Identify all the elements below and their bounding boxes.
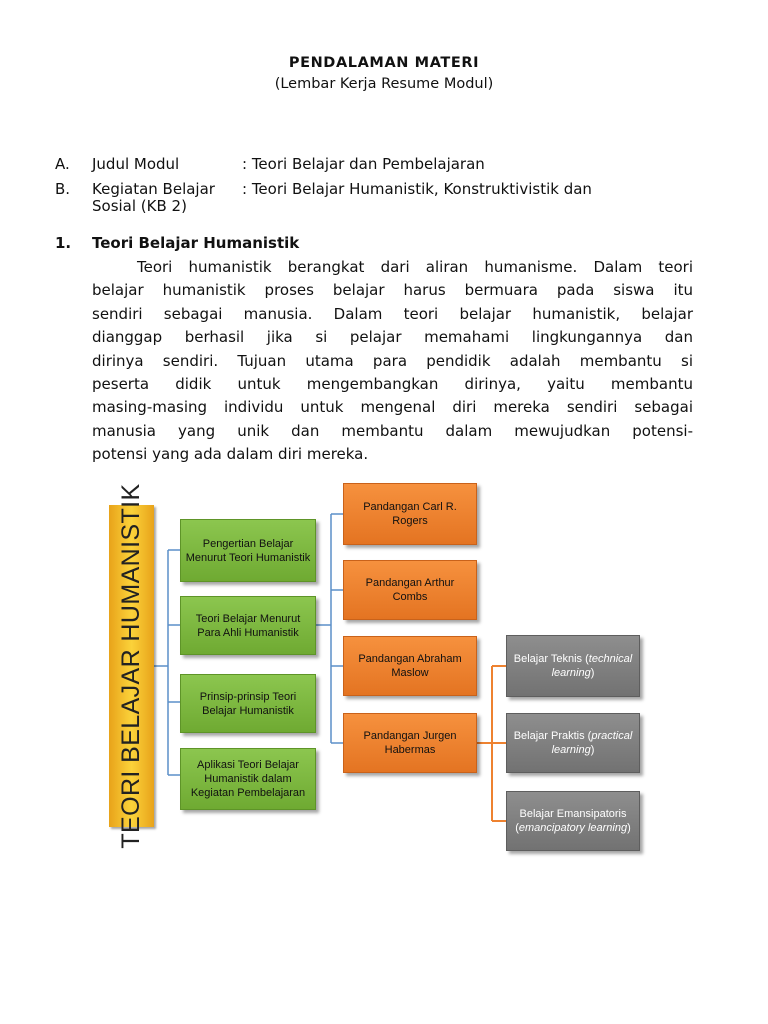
meta-value: : Teori Belajar Humanistik, Konstruktivistik dan (242, 180, 592, 198)
connector-orange-gray (477, 666, 506, 821)
orange-box: Pandangan Arthur Combs (343, 560, 477, 620)
diagram-root-box (109, 483, 154, 849)
green-box: Pengertian Belajar Menurut Teori Humanistik (180, 519, 316, 582)
gray-box (506, 635, 640, 697)
meta-value: : Teori Belajar dan Pembelajaran (242, 155, 485, 173)
paragraph-line: manusia yang unik dan membantu dalam mewujudkan potensi- (92, 421, 693, 440)
meta-value-wrap: Sosial (KB 2) (92, 197, 187, 215)
green-box: Teori Belajar Menurut Para Ahli Humanistik (180, 596, 316, 655)
paragraph-line: dirinya sendiri. Tujuan utama para pendidik adalah membantu si (92, 351, 693, 370)
orange-box: Pandangan Jurgen Habermas (343, 713, 477, 773)
paragraph-line: belajar humanistik proses belajar harus bermuara pada siswa itu (92, 281, 693, 300)
paragraph-line: masing-masing individu untuk mengenal diri mereka sendiri sebagai (92, 398, 693, 417)
orange-box: Pandangan Abraham Maslow (343, 636, 477, 696)
gray-box-text: Belajar Praktis (practical learning) (513, 730, 633, 756)
section-title: Teori Belajar Humanistik (92, 234, 300, 252)
green-box: Prinsip-prinsip Teori Belajar Humanistik (180, 674, 316, 733)
gray-box (506, 791, 640, 851)
paragraph-line: peserta didik untuk mengembangkan dirinya, yaitu membantu (92, 374, 693, 393)
diagram-root-label: TEORI BELAJAR HUMANISTIK (117, 483, 145, 849)
paragraph-line: Teori humanistik berangkat dari aliran humanisme. Dalam teori (137, 258, 693, 276)
page-subtitle: (Lembar Kerja Resume Modul) (274, 76, 494, 92)
section-number: 1. (55, 234, 72, 252)
meta-key: B. (55, 180, 71, 198)
gray-box-text: Belajar Emansipatoris (emancipatory learning) (515, 808, 631, 834)
gray-box-text: Belajar Teknis (technical learning) (513, 653, 633, 679)
gray-box (506, 713, 640, 773)
connector-root-green (154, 550, 180, 775)
green-box: Aplikasi Teori Belajar Humanistik dalam Kegiatan Pembelajaran (180, 748, 316, 810)
page-title: PENDALAMAN MATERI (288, 55, 480, 71)
meta-label: Kegiatan Belajar (92, 180, 215, 198)
connector-green-orange (316, 514, 343, 743)
paragraph-line: dianggap berhasil jika si pelajar memahami lingkungannya dan (92, 328, 693, 347)
orange-box: Pandangan Carl R. Rogers (343, 483, 477, 545)
paragraph-line: sendiri sebagai manusia. Dalam teori belajar humanistik, belajar (92, 304, 693, 323)
paragraph-line: potensi yang ada dalam diri mereka. (92, 445, 369, 464)
meta-key: A. (55, 155, 70, 173)
meta-label: Judul Modul (92, 155, 180, 173)
